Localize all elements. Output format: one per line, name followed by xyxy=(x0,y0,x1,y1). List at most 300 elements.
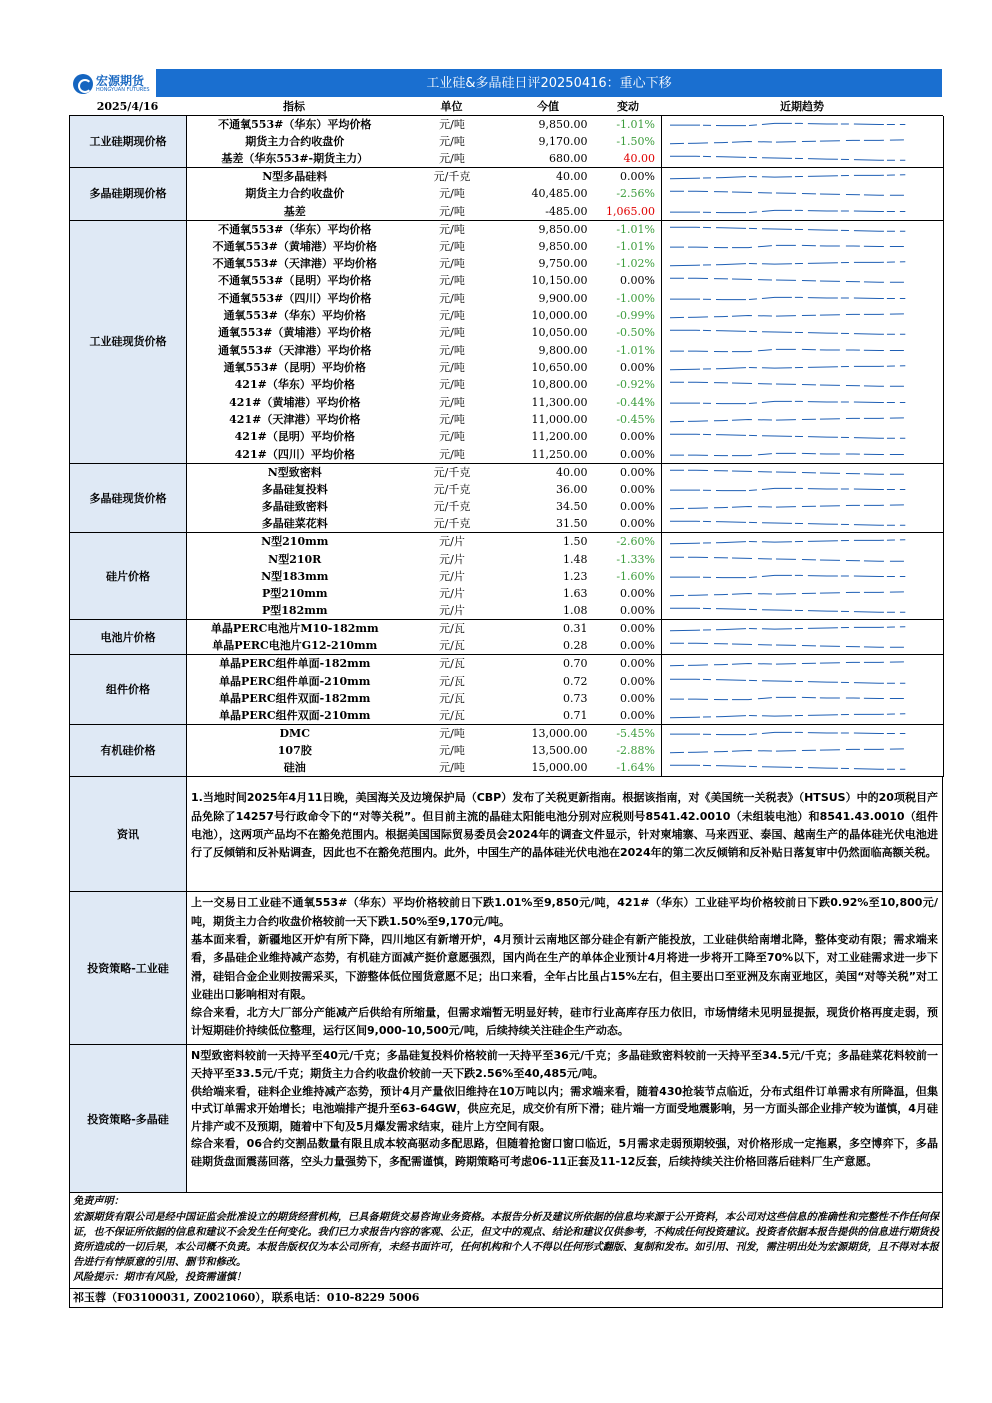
table-row xyxy=(70,255,944,272)
table-row xyxy=(70,272,944,289)
trend-line xyxy=(670,697,905,699)
indicator-cell: 多晶硅致密料 xyxy=(261,500,328,514)
analyst-contact: 祁玉蓉（F03100031, Z0021060），联系电话：010-8229 5006 xyxy=(69,1289,943,1308)
table-row xyxy=(70,602,944,620)
trend-sparkline xyxy=(662,446,944,464)
trend-sparkline xyxy=(662,133,944,150)
trend-line xyxy=(670,314,905,318)
table-row xyxy=(70,116,944,133)
trend-line xyxy=(670,383,905,387)
trend-sparkline xyxy=(662,759,944,777)
trend-sparkline xyxy=(662,568,944,585)
table-row xyxy=(70,324,944,341)
unit-cell: 元/千克 xyxy=(433,482,471,496)
trend-line xyxy=(670,210,905,212)
trend-sparkline xyxy=(662,498,944,515)
unit-cell: 元/片 xyxy=(439,569,465,583)
trend-line-svg xyxy=(662,376,944,393)
change-cell: -0.50% xyxy=(616,326,655,340)
trend-line-svg xyxy=(662,498,944,515)
trend-line xyxy=(670,156,905,160)
trend-line xyxy=(670,331,905,335)
indicator-cell: 不通氧553#（黄埔港）平均价格 xyxy=(212,239,377,253)
header-today-value: 今值 xyxy=(501,98,595,115)
change-cell: -1.01% xyxy=(616,117,655,131)
table-row xyxy=(70,498,944,515)
indicator-cell: DMC xyxy=(279,727,310,741)
unit-cell: 元/吨 xyxy=(439,187,465,201)
indicator-cell: N型210R xyxy=(268,552,322,566)
trend-sparkline xyxy=(662,602,944,620)
indicator-cell: 单晶PERC组件双面-182mm xyxy=(219,691,371,705)
indicator-cell: 通氧553#（昆明）平均价格 xyxy=(223,361,366,375)
trend-line-svg xyxy=(662,673,944,690)
change-cell: 0.00% xyxy=(596,637,662,655)
unit-cell: 元/吨 xyxy=(439,744,465,758)
trend-line-svg xyxy=(662,742,944,759)
trend-sparkline xyxy=(662,637,944,655)
trend-sparkline xyxy=(662,672,944,689)
trend-line-svg xyxy=(662,272,944,289)
trend-sparkline xyxy=(662,585,944,602)
trend-line-svg xyxy=(662,428,944,445)
trend-line-svg xyxy=(662,185,944,202)
table-row xyxy=(70,672,944,689)
trend-line xyxy=(670,366,905,370)
indicator-cell: 421#（四川）平均价格 xyxy=(187,446,403,464)
trend-line xyxy=(670,245,905,247)
unit-cell: 元/千克 xyxy=(433,170,471,184)
header-date: 2025/4/16 xyxy=(69,98,186,115)
value-cell: 0.70 xyxy=(563,657,588,671)
trend-sparkline xyxy=(662,185,944,202)
trend-sparkline xyxy=(662,742,944,759)
trend-sparkline xyxy=(662,116,944,133)
trend-line xyxy=(670,453,905,455)
trend-line-svg xyxy=(662,585,944,602)
value-cell: 11,300.00 xyxy=(531,395,588,409)
trend-line xyxy=(670,732,905,734)
value-cell: 9,800.00 xyxy=(538,343,588,357)
change-cell: -0.44% xyxy=(616,395,655,409)
indicator-cell: 单晶PERC组件单面-182mm xyxy=(219,657,371,671)
trend-sparkline xyxy=(662,342,944,359)
trend-line xyxy=(670,505,905,509)
unit-cell: 元/吨 xyxy=(439,239,465,253)
value-cell: 1.23 xyxy=(563,569,588,583)
unit-cell: 元/吨 xyxy=(439,430,465,444)
change-cell: 0.00% xyxy=(620,465,655,479)
report-title: 工业硅&多晶硅日评20250416：重心下移 xyxy=(426,76,672,91)
trend-line xyxy=(670,140,905,144)
indicator-cell: 单晶PERC组件双面-210mm xyxy=(187,707,403,725)
unit-cell: 元/吨 xyxy=(403,203,502,221)
trend-line-svg xyxy=(662,342,944,359)
trend-line xyxy=(670,401,905,403)
table-row xyxy=(70,220,944,238)
value-cell: 10,050.00 xyxy=(531,326,588,340)
value-cell: 9,900.00 xyxy=(538,291,588,305)
change-cell: -0.92% xyxy=(616,378,655,392)
trend-line-svg xyxy=(662,533,944,550)
indicator-cell: 单晶PERC电池片M10-182mm xyxy=(210,622,379,636)
indicator-cell: N型致密料 xyxy=(267,465,322,479)
trend-line-svg xyxy=(662,359,944,376)
trend-line xyxy=(670,175,905,179)
trend-line-svg xyxy=(662,446,944,463)
trend-line xyxy=(670,470,905,474)
change-cell: 0.00% xyxy=(620,657,655,671)
change-cell: 0.00% xyxy=(620,500,655,514)
trend-line-svg xyxy=(662,551,944,568)
change-cell: 0.00% xyxy=(620,674,655,688)
table-row xyxy=(70,550,944,567)
trend-line xyxy=(670,349,905,351)
change-cell: 0.00% xyxy=(596,446,662,464)
unit-cell: 元/片 xyxy=(439,535,465,549)
trend-sparkline xyxy=(662,690,944,707)
price-table-body xyxy=(70,116,944,777)
change-cell: -2.60% xyxy=(616,535,655,549)
trend-line-svg xyxy=(662,481,944,498)
indicator-cell: 通氧553#（天津港）平均价格 xyxy=(218,343,372,357)
change-cell: 0.00% xyxy=(596,515,662,533)
trend-line-svg xyxy=(662,290,944,307)
unit-cell: 元/吨 xyxy=(439,343,465,357)
table-row xyxy=(70,690,944,707)
trend-line-svg xyxy=(662,238,944,255)
trend-sparkline xyxy=(662,481,944,498)
trend-line xyxy=(670,418,905,422)
unit-cell: 元/瓦 xyxy=(439,657,465,671)
strategy-si-paragraph: 综合来看，北方大厂部分产能减产后供给有所缩量，但需求端暂无明显好转，硅市行业高库存压力依旧，市场情绪未见明显提振，现货价格再度走弱，预计短期硅价持续低位整理，运行区间9,000-10,500元/吨，后续持续关注硅企生产动态。 xyxy=(191,1006,938,1038)
unit-cell: 元/吨 xyxy=(439,274,465,288)
table-row xyxy=(70,411,944,428)
trend-line xyxy=(670,297,905,299)
change-cell: 40.00 xyxy=(596,150,662,168)
trend-line xyxy=(670,227,905,231)
table-row xyxy=(70,428,944,445)
unit-cell: 元/吨 xyxy=(439,309,465,323)
trend-sparkline xyxy=(662,238,944,255)
value-cell: 36.00 xyxy=(556,482,588,496)
change-cell: 0.00% xyxy=(620,170,655,184)
value-cell: 0.71 xyxy=(502,707,596,725)
table-row xyxy=(70,620,944,638)
trend-sparkline xyxy=(662,463,944,481)
value-cell: 0.31 xyxy=(563,622,588,636)
logo-sub: HONGYUAN FUTURES xyxy=(96,87,150,93)
change-cell: -1.01% xyxy=(616,222,655,236)
category-label: 多晶硅期现价格 xyxy=(70,168,187,220)
trend-line-svg xyxy=(662,307,944,324)
value-cell: 9,850.00 xyxy=(538,239,588,253)
table-row xyxy=(70,446,944,464)
indicator-cell: 多晶硅菜花料 xyxy=(187,515,403,533)
trend-sparkline xyxy=(662,359,944,376)
header-trend: 近期趋势 xyxy=(661,98,943,115)
indicator-cell: 通氧553#（黄埔港）平均价格 xyxy=(218,326,372,340)
indicator-cell: 107胶 xyxy=(277,744,312,758)
table-row xyxy=(70,307,944,324)
table-row xyxy=(70,533,944,551)
category-label: 组件价格 xyxy=(70,655,187,725)
value-cell: 9,170.00 xyxy=(538,135,588,149)
indicator-cell: 通氧553#（华东）平均价格 xyxy=(223,309,366,323)
unit-cell: 元/千克 xyxy=(433,465,471,479)
trend-line xyxy=(670,609,905,613)
change-cell: -1.01% xyxy=(616,239,655,253)
trend-sparkline xyxy=(662,411,944,428)
value-cell: 13,500.00 xyxy=(531,744,588,758)
trend-line-svg xyxy=(662,116,944,133)
unit-cell: 元/吨 xyxy=(439,413,465,427)
price-table xyxy=(69,116,944,778)
trend-line xyxy=(670,540,905,544)
strategy-poly-text xyxy=(187,1045,942,1192)
change-cell: 0.00% xyxy=(620,430,655,444)
change-cell: -2.88% xyxy=(616,744,655,758)
indicator-cell: 421#（天津港）平均价格 xyxy=(229,413,361,427)
trend-sparkline xyxy=(662,272,944,289)
trend-line-svg xyxy=(662,637,944,654)
indicator-cell: 期货主力合约收盘价 xyxy=(245,135,345,149)
change-cell: -1.64% xyxy=(596,759,662,777)
strategy-si-paragraph: 基本面来看，新疆地区开炉有所下降，四川地区有新增开炉，4月预计云南地区部分硅企有新产能投放，工业硅供给南增北降，整体变动有限；需求端来看，多晶硅企业维持减产态势，有机硅方面减产挺价意愿强烈，国内尚在生产的单体企业预计4月将进一步将开工降至70%以下，对工业硅需求进一步下滑，硅铝合金企业则按需采买，下游整体低位囤货意愿不足；出口来看，全年占比虽占15%左右，但主要出口至亚洲及东南亚地区，美国“对等关税”对工业硅出口影响相对有限。 xyxy=(191,933,938,1001)
value-cell: 9,750.00 xyxy=(538,257,588,271)
unit-cell: 元/吨 xyxy=(439,326,465,340)
unit-cell: 元/瓦 xyxy=(439,622,465,636)
strategy-poly-paragraph: N型致密料较前一天持平至40元/千克；多晶硅复投料价格较前一天持平至36元/千克；多晶硅致密料较前一天持平至34.5元/千克；多晶硅菜花料较前一天持平至33.5元/千克；期货主力合约收盘价较前一天下跌2.56%至40,485元/吨。 xyxy=(191,1049,938,1080)
indicator-cell: 单晶PERC组件单面-210mm xyxy=(219,674,371,688)
table-row xyxy=(70,707,944,725)
news-label: 资讯 xyxy=(70,777,187,891)
indicator-cell: 基差（华东553#-期货主力） xyxy=(187,150,403,168)
strategy-poly-paragraph: 供给端来看，硅料企业维持减产态势，预计4月产量依旧维持在10万吨以内；需求端来看，随着430抢装节点临近，分布式组件订单需求有所降温，但集中式订单需求开始增长；电池端排产提升至63-64GW，供应充足，成交价有所下滑；硅片端一方面受地震影响，另一方面头部企业排产较为谨慎，4月硅片排产或不及预期，随着中下旬及5月爆发需求结束，硅片上方空间有限。 xyxy=(191,1084,938,1133)
trend-sparkline xyxy=(662,324,944,341)
table-row xyxy=(70,742,944,759)
table-row xyxy=(70,725,944,743)
report-sheet xyxy=(69,68,943,1308)
trend-sparkline xyxy=(662,620,944,638)
change-cell: 0.00% xyxy=(620,482,655,496)
trend-sparkline xyxy=(662,376,944,393)
change-cell: 1,065.00 xyxy=(596,203,662,221)
unit-cell: 元/片 xyxy=(403,602,502,620)
change-cell: 0.00% xyxy=(620,274,655,288)
change-cell: -1.33% xyxy=(616,552,655,566)
indicator-cell: 不通氧553#（四川）平均价格 xyxy=(218,291,372,305)
table-row xyxy=(70,168,944,186)
value-cell: 10,150.00 xyxy=(531,274,588,288)
trend-line-svg xyxy=(662,690,944,707)
trend-line xyxy=(670,714,905,718)
unit-cell: 元/千克 xyxy=(433,500,471,514)
trend-line xyxy=(670,557,905,561)
logo-mark-icon xyxy=(73,74,93,94)
trend-sparkline xyxy=(662,725,944,743)
unit-cell: 元/吨 xyxy=(439,222,465,236)
table-row xyxy=(70,150,944,168)
change-cell: -1.60% xyxy=(616,569,655,583)
change-cell: 0.00% xyxy=(620,587,655,601)
unit-cell: 元/瓦 xyxy=(439,691,465,705)
table-row xyxy=(70,238,944,255)
category-label: 硅片价格 xyxy=(70,533,187,620)
disclaimer-title: 免责声明： xyxy=(73,1195,124,1208)
risk-warning: 风险提示：期市有风险，投资需谨慎！ xyxy=(73,1271,247,1284)
strategy-si-label: 投资策略-工业硅 xyxy=(70,892,187,1044)
trend-line xyxy=(670,575,905,577)
unit-cell: 元/瓦 xyxy=(403,707,502,725)
trend-line-svg xyxy=(662,620,944,637)
trend-sparkline xyxy=(662,533,944,551)
indicator-cell: P型210mm xyxy=(261,587,328,601)
category-label: 有机硅价格 xyxy=(70,725,187,777)
change-cell: 0.00% xyxy=(620,691,655,705)
disclaimer xyxy=(69,1193,943,1288)
table-header xyxy=(69,98,943,116)
trend-sparkline xyxy=(662,290,944,307)
value-cell: 34.50 xyxy=(556,500,588,514)
trend-line xyxy=(670,123,905,125)
value-cell: 0.72 xyxy=(563,674,588,688)
change-cell: -0.45% xyxy=(616,413,655,427)
logo-name: 宏源期货 xyxy=(96,74,145,88)
indicator-cell: 期货主力合约收盘价 xyxy=(245,187,345,201)
value-cell: 11,000.00 xyxy=(531,413,588,427)
indicator-cell: N型210mm xyxy=(261,535,329,549)
strategy-poly-label: 投资策略-多晶硅 xyxy=(70,1045,187,1192)
trend-line-svg xyxy=(662,655,944,672)
indicator-cell: N型多晶硅料 xyxy=(262,170,328,184)
table-row xyxy=(70,481,944,498)
change-cell: -1.02% xyxy=(616,257,655,271)
table-row xyxy=(70,203,944,221)
value-cell: 10,000.00 xyxy=(531,309,588,323)
trend-line-svg xyxy=(662,221,944,238)
trend-line-svg xyxy=(662,707,944,724)
trend-line-svg xyxy=(662,168,944,185)
table-row xyxy=(70,637,944,655)
trend-line-svg xyxy=(662,725,944,742)
trend-sparkline xyxy=(662,168,944,186)
table-row xyxy=(70,515,944,533)
value-cell: 9,850.00 xyxy=(538,117,588,131)
table-row xyxy=(70,185,944,202)
indicator-cell: P型182mm xyxy=(187,602,403,620)
unit-cell: 元/吨 xyxy=(439,361,465,375)
indicator-cell: 不通氧553#（华东）平均价格 xyxy=(218,117,372,131)
trend-line-svg xyxy=(662,411,944,428)
unit-cell: 元/吨 xyxy=(403,446,502,464)
change-cell: 0.00% xyxy=(620,361,655,375)
trend-sparkline xyxy=(662,255,944,272)
table-row xyxy=(70,376,944,393)
value-cell: 13,000.00 xyxy=(531,727,588,741)
category-label: 工业硅现货价格 xyxy=(70,220,187,463)
trend-sparkline xyxy=(662,203,944,221)
change-cell: -5.45% xyxy=(616,727,655,741)
change-cell: -1.50% xyxy=(616,135,655,149)
unit-cell: 元/吨 xyxy=(439,257,465,271)
table-row xyxy=(70,568,944,585)
trend-line-svg xyxy=(662,255,944,272)
unit-cell: 元/吨 xyxy=(439,395,465,409)
indicator-cell: 不通氧553#（天津港）平均价格 xyxy=(212,257,377,271)
trend-line xyxy=(670,644,905,648)
table-row xyxy=(70,133,944,150)
strategy-poly-paragraph: 综合来看，06合约交割品数量有限且成本较高驱动多配思路，但随着抢窗口窗口临近，5月需求走弱预期较强，对价格形成一定拖累，多空博弈下，多晶硅期货盘面震荡回落，空头力量强势下，多配需谨慎，跨期策略可考虑06-11正套及11-12反套，后续持续关注价格回落后硅料厂生产意愿。 xyxy=(191,1137,938,1168)
trend-sparkline xyxy=(662,707,944,725)
value-cell: 10,650.00 xyxy=(531,361,588,375)
value-cell: 15,000.00 xyxy=(502,759,596,777)
change-cell: 0.00% xyxy=(620,622,655,636)
disclaimer-text: 宏源期货有限公司是经中国证监会批准设立的期货经营机构，已具备期货交易咨询业务资格。本报告分析及建议所依据的信息均来源于公开资料，本公司对这些信息的准确性和完整性不作任何保证，也不保证所依据的信息和建议不会发生任何变化。我们已力求报告内容的客观、公正，但文中的观点、结论和建议仅供参考，不构成任何投资建议。投资者依据本报告提供的信息进行期货投资所造成的一切后果，本公司概不负责。本报告版权仅为本公司所有，未经书面许可，任何机构和个人不得以任何形式翻版、复制和发布。如引用、刊发，需注明出处为宏源期货，且不得对本报告进行有悖原意的引用、删节和修改。 xyxy=(73,1210,939,1269)
trend-line-svg xyxy=(662,759,944,776)
value-cell: 1.50 xyxy=(563,535,588,549)
unit-cell: 元/吨 xyxy=(439,727,465,741)
value-cell: 40.00 xyxy=(556,465,588,479)
value-cell: -485.00 xyxy=(502,203,596,221)
value-cell: 10,800.00 xyxy=(531,378,588,392)
indicator-cell: 421#（华东）平均价格 xyxy=(234,378,355,392)
trend-sparkline xyxy=(662,150,944,168)
unit-cell: 元/吨 xyxy=(439,135,465,149)
category-label: 工业硅期现价格 xyxy=(70,116,187,168)
table-row xyxy=(70,290,944,307)
indicator-cell: 多晶硅复投料 xyxy=(261,482,328,496)
trend-line-svg xyxy=(662,203,944,220)
indicator-cell: 不通氧553#（昆明）平均价格 xyxy=(218,274,372,288)
trend-line-svg xyxy=(662,324,944,341)
trend-line xyxy=(670,679,905,683)
unit-cell: 元/瓦 xyxy=(403,637,502,655)
value-cell: 0.28 xyxy=(502,637,596,655)
trend-line xyxy=(670,627,905,631)
change-cell: -1.00% xyxy=(616,291,655,305)
unit-cell: 元/吨 xyxy=(439,378,465,392)
value-cell: 9,850.00 xyxy=(538,222,588,236)
strategy-si-text xyxy=(187,892,942,1044)
trend-sparkline xyxy=(662,428,944,445)
trend-line xyxy=(670,662,905,666)
trend-sparkline xyxy=(662,307,944,324)
category-label: 多晶硅现货价格 xyxy=(70,463,187,533)
trend-line xyxy=(670,522,905,526)
trend-line-svg xyxy=(662,150,944,167)
header-unit: 单位 xyxy=(402,98,501,115)
change-cell: -1.01% xyxy=(616,343,655,357)
value-cell: 40,485.00 xyxy=(531,187,588,201)
value-cell: 0.73 xyxy=(563,691,588,705)
trend-sparkline xyxy=(662,220,944,238)
table-row xyxy=(70,359,944,376)
trend-line xyxy=(670,279,905,283)
trend-sparkline xyxy=(662,394,944,411)
table-row xyxy=(70,342,944,359)
news-section xyxy=(69,777,943,892)
category-label: 电池片价格 xyxy=(70,620,187,655)
unit-cell: 元/瓦 xyxy=(439,674,465,688)
change-cell: -2.56% xyxy=(616,187,655,201)
trend-line-svg xyxy=(662,568,944,585)
trend-line xyxy=(670,749,905,753)
table-row xyxy=(70,655,944,673)
report-banner xyxy=(69,68,943,98)
unit-cell: 元/片 xyxy=(439,552,465,566)
value-cell: 1.63 xyxy=(563,587,588,601)
